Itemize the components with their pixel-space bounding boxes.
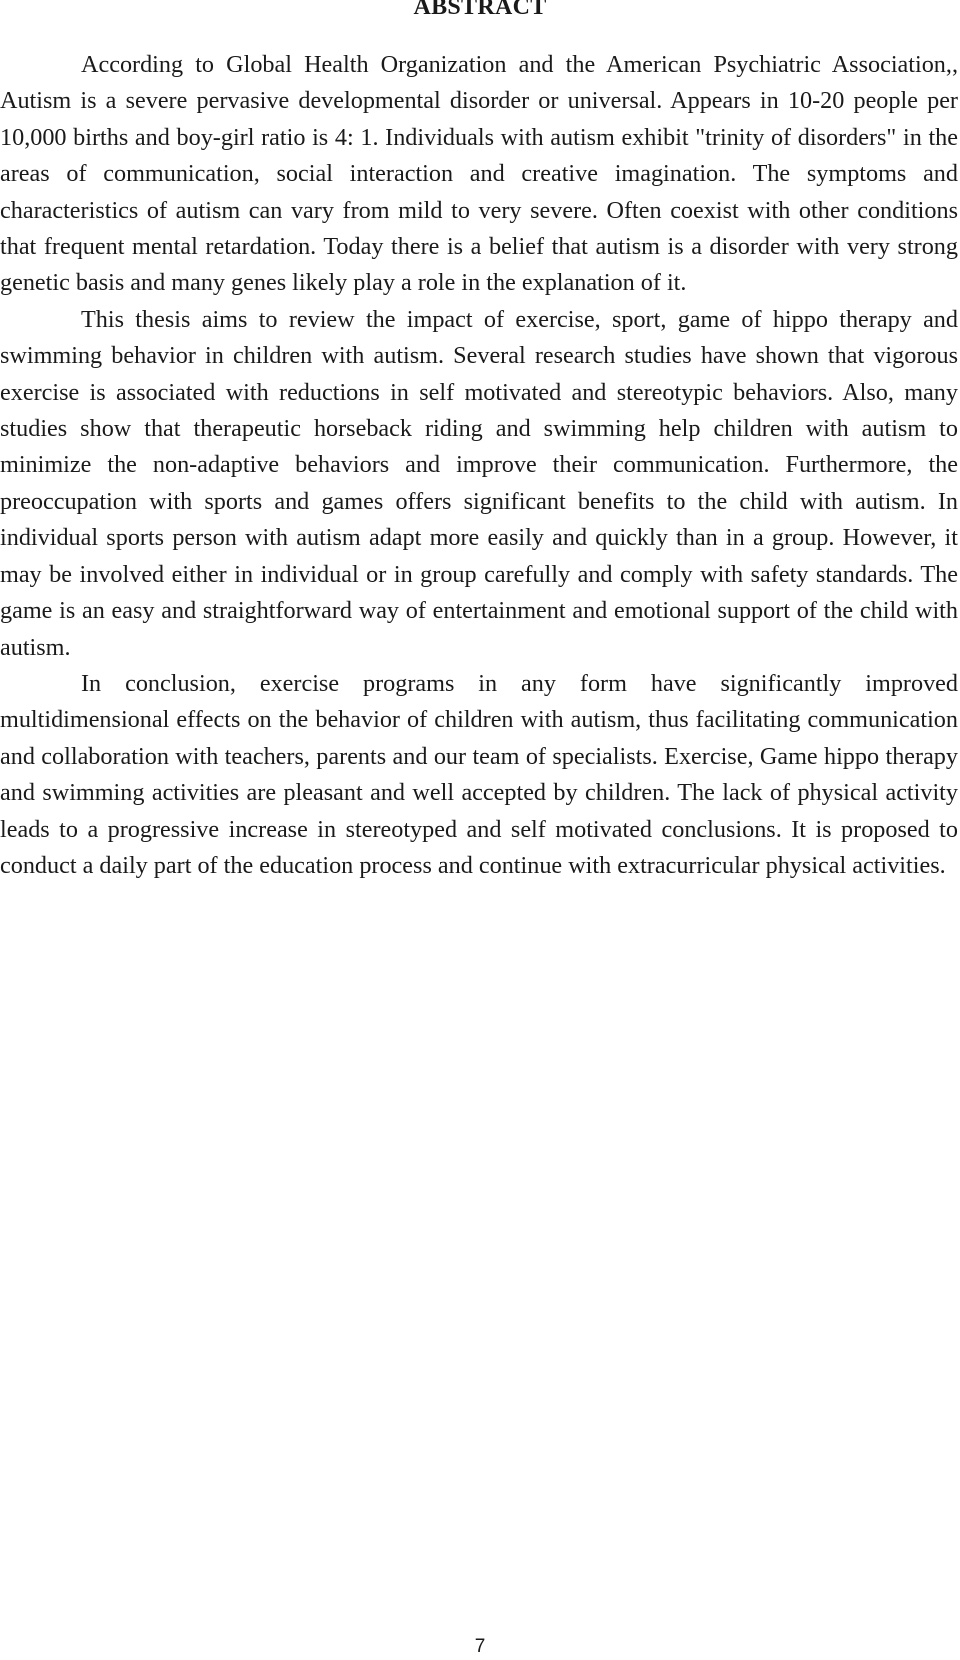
paragraph-3: In conclusion, exercise programs in any form have significantly improved multidimensional effects on the behavior of children with autism, thus facilitating communication and collaboration with teachers, parents and our team of specialists. Exercise, Game hippo therapy and swimming activities are pleasant and well accepted by children. The lack of physical activity leads to a progressive increase in stereotyped and self motivated conclusions. It is proposed to conduct a daily part of the education process and continue with extracurricular physical activities. (0, 669, 958, 879)
paragraph-1: According to Global Health Organization and the American Psychiatric Association,, Autism is a severe pervasive developmental disorder or universal. Appears in 10-20 people per 10,000 births and boy-girl ratio is 4: 1. Individuals with autism exhibit "trinity of disorders" in the areas of communication, social interaction and creative imagination. The symptoms and characteristics of autism can vary from mild to very severe. Often coexist with other conditions that frequent mental retardation. Today there is a belief that autism is a disorder with very strong genetic basis and many genes likely play a role in the explanation of it. (0, 51, 958, 297)
paragraph-2: This thesis aims to review the impact of exercise, sport, game of hippo therapy and swimming behavior in children with autism. Several research studies have shown that vigorous exercise is associated with reductions in self motivated and stereotypic behaviors. Also, many studies show that therapeutic horseback riding and swimming help children with autism to minimize the non-adaptive behaviors and improve their communication. Furthermore, the preoccupation with sports and games offers significant benefits to the child with autism. In individual sports person with autism adapt more easily and quickly than in a group. However, it may be involved either in individual or in group carefully and comply with safety standards. The game is an easy and straightforward way of entertainment and emotional support of the child with autism. (0, 305, 958, 661)
page-number: 7 (474, 1636, 486, 1657)
abstract-body (0, 47, 958, 884)
page-title: ABSTRACT (413, 0, 547, 20)
